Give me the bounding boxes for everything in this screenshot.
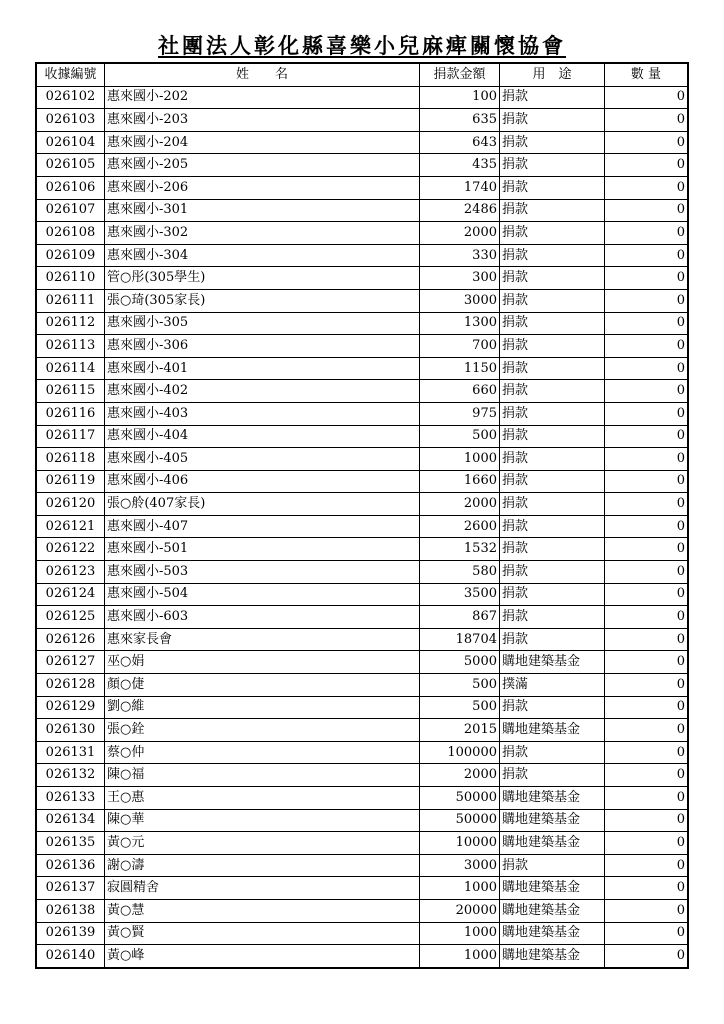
header-purpose: 用 途 <box>500 63 605 86</box>
amount-cell: 1150 <box>420 357 500 380</box>
amount-cell: 580 <box>420 561 500 584</box>
amount-cell: 700 <box>420 335 500 358</box>
quantity-cell: 0 <box>605 109 689 132</box>
receipt-number-cell: 026123 <box>36 561 105 584</box>
purpose-cell: 捐款 <box>500 538 605 561</box>
table-row <box>36 335 688 358</box>
purpose-cell: 捐款 <box>500 335 605 358</box>
amount-cell: 330 <box>420 244 500 267</box>
donor-name-cell: 惠來國小-206 <box>105 176 420 199</box>
receipt-number-cell: 026124 <box>36 583 105 606</box>
amount-cell: 100000 <box>420 741 500 764</box>
quantity-cell: 0 <box>605 922 689 945</box>
purpose-cell: 捐款 <box>500 561 605 584</box>
quantity-cell: 0 <box>605 244 689 267</box>
receipt-number-cell: 026107 <box>36 199 105 222</box>
amount-cell: 2000 <box>420 764 500 787</box>
purpose-cell: 捐款 <box>500 154 605 177</box>
donor-name-cell: 惠來國小-204 <box>105 131 420 154</box>
quantity-cell: 0 <box>605 267 689 290</box>
amount-cell: 2600 <box>420 515 500 538</box>
donor-name-cell: 惠來國小-306 <box>105 335 420 358</box>
quantity-cell: 0 <box>605 741 689 764</box>
header-name: 姓 名 <box>105 63 420 86</box>
amount-cell: 500 <box>420 696 500 719</box>
purpose-cell: 捐款 <box>500 380 605 403</box>
quantity-cell: 0 <box>605 832 689 855</box>
quantity-cell: 0 <box>605 335 689 358</box>
table-row <box>36 741 688 764</box>
amount-cell: 2015 <box>420 719 500 742</box>
amount-cell: 50000 <box>420 787 500 810</box>
header-quantity: 數 量 <box>605 63 689 86</box>
quantity-cell: 0 <box>605 199 689 222</box>
purpose-cell: 捐款 <box>500 109 605 132</box>
quantity-cell: 0 <box>605 425 689 448</box>
purpose-cell: 購地建築基金 <box>500 899 605 922</box>
amount-cell: 1740 <box>420 176 500 199</box>
purpose-cell: 捐款 <box>500 176 605 199</box>
quantity-cell: 0 <box>605 86 689 109</box>
donor-name-cell: 管○彤(305學生) <box>105 267 420 290</box>
table-row <box>36 448 688 471</box>
purpose-cell: 捐款 <box>500 606 605 629</box>
purpose-cell: 捐款 <box>500 628 605 651</box>
receipt-number-cell: 026115 <box>36 380 105 403</box>
quantity-cell: 0 <box>605 809 689 832</box>
amount-cell: 1300 <box>420 312 500 335</box>
donor-name-cell: 惠來國小-202 <box>105 86 420 109</box>
quantity-cell: 0 <box>605 470 689 493</box>
receipt-number-cell: 026112 <box>36 312 105 335</box>
quantity-cell: 0 <box>605 583 689 606</box>
receipt-number-cell: 026140 <box>36 945 105 968</box>
quantity-cell: 0 <box>605 628 689 651</box>
quantity-cell: 0 <box>605 945 689 968</box>
quantity-cell: 0 <box>605 538 689 561</box>
table-row <box>36 244 688 267</box>
donor-name-cell: 惠來家長會 <box>105 628 420 651</box>
table-row <box>36 538 688 561</box>
amount-cell: 2000 <box>420 493 500 516</box>
table-row <box>36 899 688 922</box>
donor-name-cell: 惠來國小-405 <box>105 448 420 471</box>
donor-name-cell: 惠來國小-401 <box>105 357 420 380</box>
donor-name-cell: 惠來國小-402 <box>105 380 420 403</box>
purpose-cell: 購地建築基金 <box>500 809 605 832</box>
amount-cell: 3500 <box>420 583 500 606</box>
receipt-number-cell: 026117 <box>36 425 105 448</box>
donor-name-cell: 張○舲(407家長) <box>105 493 420 516</box>
table-row <box>36 832 688 855</box>
amount-cell: 500 <box>420 425 500 448</box>
table-row <box>36 674 688 697</box>
purpose-cell: 捐款 <box>500 402 605 425</box>
donor-name-cell: 惠來國小-302 <box>105 222 420 245</box>
purpose-cell: 捐款 <box>500 86 605 109</box>
amount-cell: 50000 <box>420 809 500 832</box>
amount-cell: 1660 <box>420 470 500 493</box>
amount-cell: 2486 <box>420 199 500 222</box>
purpose-cell: 捐款 <box>500 289 605 312</box>
quantity-cell: 0 <box>605 176 689 199</box>
quantity-cell: 0 <box>605 357 689 380</box>
purpose-cell: 捐款 <box>500 583 605 606</box>
table-row <box>36 651 688 674</box>
purpose-cell: 捐款 <box>500 222 605 245</box>
quantity-cell: 0 <box>605 561 689 584</box>
receipt-number-cell: 026136 <box>36 854 105 877</box>
purpose-cell: 捐款 <box>500 357 605 380</box>
donor-name-cell: 惠來國小-205 <box>105 154 420 177</box>
purpose-cell: 捐款 <box>500 312 605 335</box>
quantity-cell: 0 <box>605 696 689 719</box>
table-row <box>36 515 688 538</box>
purpose-cell: 捐款 <box>500 854 605 877</box>
donor-name-cell: 顏○倢 <box>105 674 420 697</box>
receipt-number-cell: 026120 <box>36 493 105 516</box>
receipt-number-cell: 026130 <box>36 719 105 742</box>
table-row <box>36 222 688 245</box>
donor-name-cell: 惠來國小-406 <box>105 470 420 493</box>
amount-cell: 867 <box>420 606 500 629</box>
donor-name-cell: 惠來國小-301 <box>105 199 420 222</box>
quantity-cell: 0 <box>605 674 689 697</box>
amount-cell: 10000 <box>420 832 500 855</box>
receipt-number-cell: 026129 <box>36 696 105 719</box>
donor-name-cell: 惠來國小-304 <box>105 244 420 267</box>
table-row <box>36 176 688 199</box>
purpose-cell: 購地建築基金 <box>500 877 605 900</box>
table-row <box>36 402 688 425</box>
receipt-number-cell: 026139 <box>36 922 105 945</box>
receipt-number-cell: 026121 <box>36 515 105 538</box>
receipt-number-cell: 026113 <box>36 335 105 358</box>
amount-cell: 20000 <box>420 899 500 922</box>
quantity-cell: 0 <box>605 606 689 629</box>
table-row <box>36 380 688 403</box>
receipt-number-cell: 026126 <box>36 628 105 651</box>
header-row <box>36 63 688 86</box>
quantity-cell: 0 <box>605 402 689 425</box>
quantity-cell: 0 <box>605 515 689 538</box>
purpose-cell: 捐款 <box>500 131 605 154</box>
table-row <box>36 854 688 877</box>
quantity-cell: 0 <box>605 380 689 403</box>
amount-cell: 1000 <box>420 877 500 900</box>
receipt-number-cell: 026131 <box>36 741 105 764</box>
quantity-cell: 0 <box>605 289 689 312</box>
quantity-cell: 0 <box>605 899 689 922</box>
receipt-number-cell: 026104 <box>36 131 105 154</box>
donor-name-cell: 黃○慧 <box>105 899 420 922</box>
purpose-cell: 捐款 <box>500 515 605 538</box>
donor-name-cell: 黃○元 <box>105 832 420 855</box>
receipt-number-cell: 026118 <box>36 448 105 471</box>
quantity-cell: 0 <box>605 154 689 177</box>
table-row <box>36 470 688 493</box>
receipt-number-cell: 026108 <box>36 222 105 245</box>
table-row <box>36 267 688 290</box>
donor-name-cell: 蔡○仲 <box>105 741 420 764</box>
donor-name-cell: 惠來國小-203 <box>105 109 420 132</box>
quantity-cell: 0 <box>605 651 689 674</box>
purpose-cell: 購地建築基金 <box>500 922 605 945</box>
quantity-cell: 0 <box>605 787 689 810</box>
purpose-cell: 購地建築基金 <box>500 719 605 742</box>
purpose-cell: 購地建築基金 <box>500 945 605 968</box>
donor-name-cell: 惠來國小-501 <box>105 538 420 561</box>
purpose-cell: 捐款 <box>500 244 605 267</box>
table-row <box>36 425 688 448</box>
quantity-cell: 0 <box>605 764 689 787</box>
quantity-cell: 0 <box>605 222 689 245</box>
amount-cell: 3000 <box>420 289 500 312</box>
quantity-cell: 0 <box>605 131 689 154</box>
donor-name-cell: 惠來國小-403 <box>105 402 420 425</box>
table-row <box>36 696 688 719</box>
purpose-cell: 捐款 <box>500 470 605 493</box>
header-receipt-number: 收據編號 <box>36 63 105 86</box>
receipt-number-cell: 026132 <box>36 764 105 787</box>
receipt-number-cell: 026103 <box>36 109 105 132</box>
table-row <box>36 86 688 109</box>
purpose-cell: 捐款 <box>500 696 605 719</box>
receipt-number-cell: 026111 <box>36 289 105 312</box>
amount-cell: 635 <box>420 109 500 132</box>
amount-cell: 643 <box>420 131 500 154</box>
donor-name-cell: 王○惠 <box>105 787 420 810</box>
donor-name-cell: 陳○華 <box>105 809 420 832</box>
purpose-cell: 捐款 <box>500 741 605 764</box>
donor-name-cell: 黃○賢 <box>105 922 420 945</box>
receipt-number-cell: 026116 <box>36 402 105 425</box>
amount-cell: 18704 <box>420 628 500 651</box>
purpose-cell: 撲滿 <box>500 674 605 697</box>
table-row <box>36 922 688 945</box>
amount-cell: 435 <box>420 154 500 177</box>
receipt-number-cell: 026119 <box>36 470 105 493</box>
receipt-number-cell: 026127 <box>36 651 105 674</box>
purpose-cell: 捐款 <box>500 764 605 787</box>
purpose-cell: 捐款 <box>500 493 605 516</box>
amount-cell: 975 <box>420 402 500 425</box>
table-body <box>36 86 688 968</box>
amount-cell: 100 <box>420 86 500 109</box>
header-amount: 捐款金額 <box>420 63 500 86</box>
quantity-cell: 0 <box>605 877 689 900</box>
amount-cell: 3000 <box>420 854 500 877</box>
table-row <box>36 877 688 900</box>
receipt-number-cell: 026133 <box>36 787 105 810</box>
receipt-number-cell: 026122 <box>36 538 105 561</box>
donor-name-cell: 張○琦(305家長) <box>105 289 420 312</box>
donor-name-cell: 黃○峰 <box>105 945 420 968</box>
table-row <box>36 493 688 516</box>
purpose-cell: 捐款 <box>500 267 605 290</box>
quantity-cell: 0 <box>605 854 689 877</box>
receipt-number-cell: 026110 <box>36 267 105 290</box>
receipt-number-cell: 026128 <box>36 674 105 697</box>
quantity-cell: 0 <box>605 448 689 471</box>
purpose-cell: 捐款 <box>500 425 605 448</box>
amount-cell: 2000 <box>420 222 500 245</box>
donor-name-cell: 陳○福 <box>105 764 420 787</box>
donor-name-cell: 張○銓 <box>105 719 420 742</box>
table-row <box>36 787 688 810</box>
receipt-number-cell: 026138 <box>36 899 105 922</box>
receipt-number-cell: 026137 <box>36 877 105 900</box>
receipt-number-cell: 026105 <box>36 154 105 177</box>
amount-cell: 1532 <box>420 538 500 561</box>
table-row <box>36 764 688 787</box>
receipt-number-cell: 026135 <box>36 832 105 855</box>
amount-cell: 660 <box>420 380 500 403</box>
table-row <box>36 583 688 606</box>
table-row <box>36 606 688 629</box>
table-row <box>36 357 688 380</box>
donor-name-cell: 惠來國小-404 <box>105 425 420 448</box>
amount-cell: 5000 <box>420 651 500 674</box>
amount-cell: 1000 <box>420 922 500 945</box>
donation-table <box>35 62 689 969</box>
table-row <box>36 109 688 132</box>
table-row <box>36 289 688 312</box>
table-row <box>36 312 688 335</box>
amount-cell: 500 <box>420 674 500 697</box>
receipt-number-cell: 026102 <box>36 86 105 109</box>
quantity-cell: 0 <box>605 719 689 742</box>
amount-cell: 1000 <box>420 448 500 471</box>
donor-name-cell: 惠來國小-305 <box>105 312 420 335</box>
table-row <box>36 199 688 222</box>
receipt-number-cell: 026125 <box>36 606 105 629</box>
donor-name-cell: 惠來國小-503 <box>105 561 420 584</box>
document-title: 社團法人彰化縣喜樂小兒麻痺關懷協會 <box>158 33 566 58</box>
receipt-number-cell: 026134 <box>36 809 105 832</box>
quantity-cell: 0 <box>605 312 689 335</box>
table-row <box>36 131 688 154</box>
receipt-number-cell: 026106 <box>36 176 105 199</box>
table-row <box>36 154 688 177</box>
receipt-number-cell: 026114 <box>36 357 105 380</box>
donor-name-cell: 惠來國小-407 <box>105 515 420 538</box>
amount-cell: 300 <box>420 267 500 290</box>
purpose-cell: 購地建築基金 <box>500 651 605 674</box>
table-row <box>36 628 688 651</box>
purpose-cell: 購地建築基金 <box>500 832 605 855</box>
amount-cell: 1000 <box>420 945 500 968</box>
donor-name-cell: 惠來國小-603 <box>105 606 420 629</box>
table-row <box>36 561 688 584</box>
receipt-number-cell: 026109 <box>36 244 105 267</box>
purpose-cell: 捐款 <box>500 448 605 471</box>
donor-name-cell: 謝○濤 <box>105 854 420 877</box>
table-row <box>36 809 688 832</box>
purpose-cell: 捐款 <box>500 199 605 222</box>
donor-name-cell: 劉○維 <box>105 696 420 719</box>
quantity-cell: 0 <box>605 493 689 516</box>
donor-name-cell: 寂圓精舍 <box>105 877 420 900</box>
donor-name-cell: 惠來國小-504 <box>105 583 420 606</box>
purpose-cell: 購地建築基金 <box>500 787 605 810</box>
donor-name-cell: 巫○娟 <box>105 651 420 674</box>
table-row <box>36 719 688 742</box>
table-row <box>36 945 688 968</box>
